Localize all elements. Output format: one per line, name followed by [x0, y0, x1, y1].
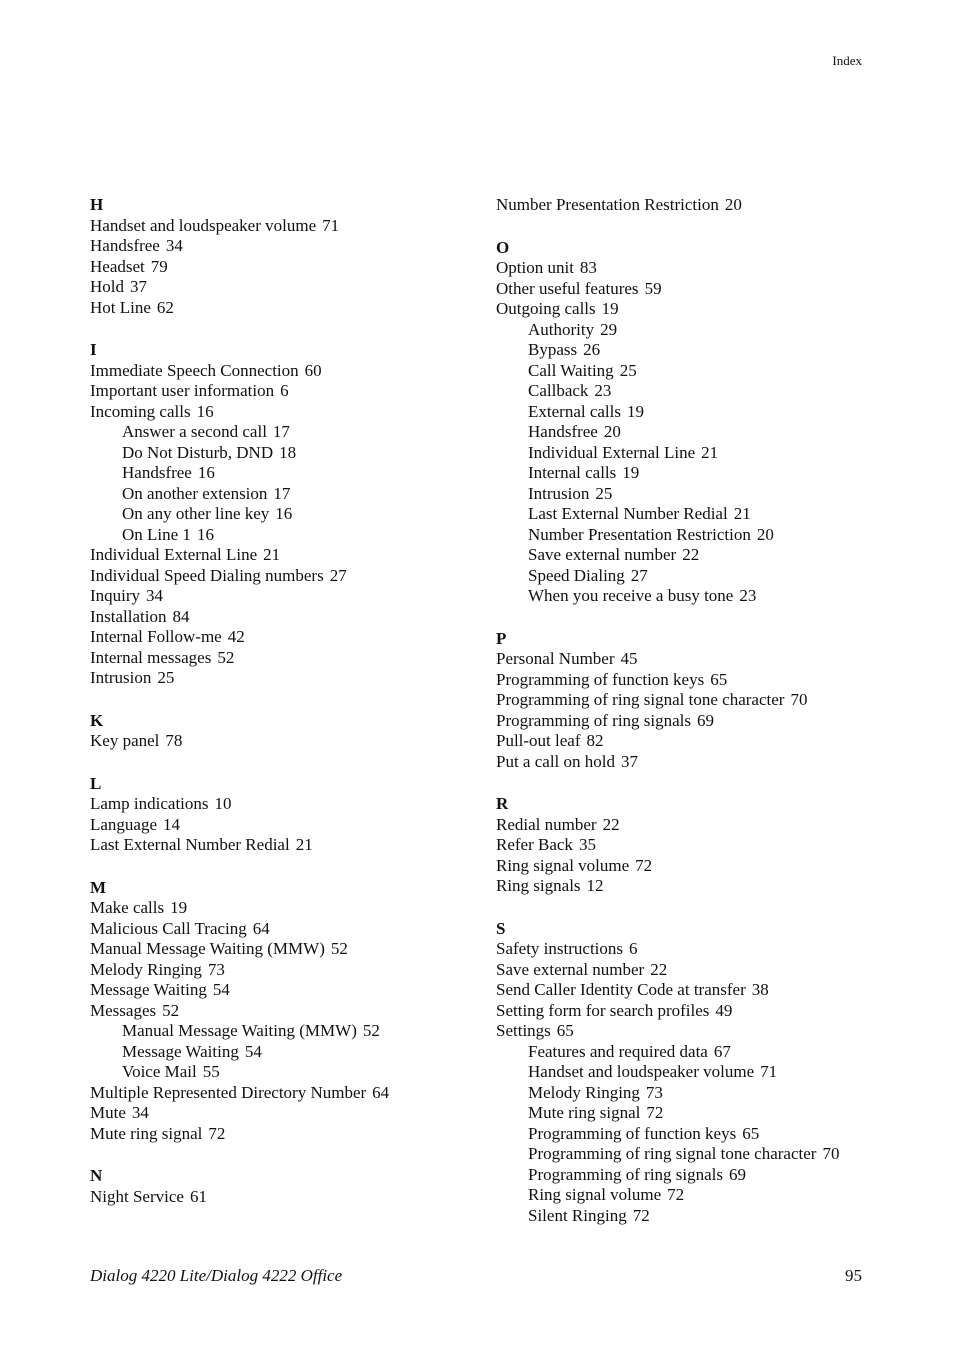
entry-text: Other useful features — [496, 278, 639, 298]
section-letter: P — [496, 628, 507, 648]
entry-page-number: 22 — [682, 545, 700, 564]
entry-text: Handsfree — [528, 422, 598, 441]
index-entry — [90, 898, 470, 919]
index-subentry — [496, 443, 916, 464]
entry-text: Setting form for search profiles — [496, 1000, 710, 1020]
index-entry — [90, 835, 470, 856]
entry-page-number: 71 — [322, 215, 340, 235]
section-letter: K — [90, 710, 104, 730]
section-letter: I — [90, 340, 97, 359]
index-section — [90, 195, 470, 318]
entry-text: Features and required data — [528, 1041, 708, 1061]
entry-page-number: 17 — [273, 483, 291, 503]
entry-text: Handsfree — [90, 236, 160, 255]
index-subentry — [496, 504, 916, 525]
index-entry — [496, 279, 916, 300]
entry-text: Last External Number Redial — [528, 504, 728, 523]
entry-text: Multiple Represented Directory Number — [90, 1082, 367, 1102]
entry-text: Inquiry — [90, 586, 141, 605]
entry-text: On Line 1 — [122, 524, 191, 544]
index-entry — [90, 648, 470, 669]
section-letter: O — [496, 237, 510, 257]
entry-page-number: 37 — [130, 277, 147, 296]
entry-page-number: 69 — [729, 1164, 747, 1184]
index-entry — [496, 939, 916, 960]
entry-page-number: 78 — [165, 731, 183, 750]
entry-text: Programming of function keys — [496, 669, 705, 689]
index-section — [496, 919, 916, 1227]
entry-text: Speed Dialing — [528, 565, 625, 585]
entry-page-number: 18 — [279, 442, 297, 462]
entry-page-number: 72 — [635, 855, 653, 875]
section-letter: R — [496, 794, 509, 813]
entry-text: Manual Message Waiting (MMW) — [122, 1021, 357, 1040]
entry-page-number: 64 — [252, 918, 270, 938]
entry-text: Mute ring signal — [90, 1123, 203, 1143]
entry-page-number: 65 — [556, 1021, 574, 1040]
entry-page-number: 37 — [620, 751, 638, 771]
index-entry — [496, 960, 916, 981]
entry-page-number: 52 — [362, 1021, 380, 1040]
entry-text: Send Caller Identity Code at transfer — [496, 980, 746, 999]
index-subentry — [90, 504, 470, 525]
index-entry — [90, 277, 470, 298]
index-entry — [90, 216, 470, 237]
entry-page-number: 72 — [646, 1103, 664, 1122]
entry-text: Refer Back — [496, 835, 573, 854]
index-entry — [496, 258, 916, 279]
index-entry — [496, 670, 916, 691]
entry-text: Melody Ringing — [528, 1082, 640, 1102]
entry-text: Personal Number — [496, 649, 615, 668]
index-subentry — [496, 1083, 916, 1104]
entry-text: Intrusion — [90, 668, 152, 687]
index-entry — [496, 195, 916, 216]
index-section — [90, 774, 470, 856]
entry-text: Individual Speed Dialing numbers — [90, 565, 324, 585]
entry-page-number: 16 — [197, 463, 215, 482]
index-section — [90, 711, 470, 752]
index-subentry — [90, 1042, 470, 1063]
entry-page-number: 71 — [760, 1062, 778, 1081]
entry-text: Individual External Line — [90, 545, 258, 564]
entry-page-number: 73 — [207, 959, 225, 979]
index-entry — [90, 607, 470, 628]
entry-text: Intrusion — [528, 483, 590, 503]
entry-text: Handsfree — [122, 463, 192, 482]
index-entry — [90, 1124, 470, 1145]
entry-page-number: 67 — [713, 1041, 731, 1061]
index-entry — [90, 731, 470, 752]
entry-text: Bypass — [528, 340, 578, 359]
entry-page-number: 59 — [644, 278, 662, 298]
entry-page-number: 27 — [329, 565, 347, 585]
index-subentry — [496, 525, 916, 546]
entry-text: Key panel — [90, 731, 160, 750]
index-subentry — [496, 422, 916, 443]
entry-text: Outgoing calls — [496, 299, 596, 318]
entry-page-number: 42 — [227, 627, 245, 646]
index-entry — [90, 566, 470, 587]
entry-page-number: 6 — [280, 381, 289, 400]
index-section — [496, 629, 916, 773]
section-letter: N — [90, 1166, 103, 1185]
index-subentry — [496, 402, 916, 423]
entry-text: Last External Number Redial — [90, 835, 290, 854]
entry-text: Redial number — [496, 814, 597, 834]
entry-text: Option unit — [496, 258, 574, 277]
index-subentry — [496, 361, 916, 382]
entry-page-number: 84 — [172, 606, 190, 626]
entry-page-number: 19 — [627, 401, 644, 421]
entry-page-number: 82 — [586, 731, 604, 750]
entry-text: Incoming calls — [90, 401, 191, 421]
index-subentry — [496, 1124, 916, 1145]
index-entry — [90, 298, 470, 319]
entry-page-number: 19 — [170, 898, 188, 917]
index-entry — [90, 794, 470, 815]
entry-text: Important user information — [90, 381, 275, 400]
index-entry — [496, 815, 916, 836]
entry-page-number: 49 — [715, 1000, 733, 1020]
index-entry — [90, 1103, 470, 1124]
index-column-left — [90, 195, 470, 1229]
entry-text: Headset — [90, 256, 145, 276]
section-letter: M — [90, 877, 107, 897]
entry-text: Number Presentation Restriction — [496, 195, 719, 214]
index-entry — [90, 257, 470, 278]
entry-page-number: 27 — [630, 565, 648, 585]
entry-text: Programming of ring signals — [528, 1164, 724, 1184]
entry-text: When you receive a busy tone — [528, 586, 734, 605]
index-subentry — [90, 463, 470, 484]
entry-text: Hot Line — [90, 297, 151, 317]
index-subentry — [496, 340, 916, 361]
index-entry — [90, 668, 470, 689]
section-letter: S — [496, 918, 506, 938]
index-subentry — [90, 1021, 470, 1042]
entry-page-number: 21 — [263, 545, 281, 564]
section-letter: L — [90, 773, 102, 793]
index-entry — [496, 752, 916, 773]
entry-page-number: 61 — [189, 1186, 207, 1206]
index-section — [496, 794, 916, 897]
index-entry — [496, 876, 916, 897]
index-subentry — [496, 1206, 916, 1227]
entry-text: Installation — [90, 606, 167, 626]
index-entry — [90, 980, 470, 1001]
entry-page-number: 22 — [650, 959, 668, 979]
entry-text: Safety instructions — [496, 939, 624, 958]
index-subentry — [496, 1103, 916, 1124]
entry-text: Number Presentation Restriction — [528, 524, 751, 544]
entry-page-number: 16 — [196, 401, 214, 421]
entry-text: Voice Mail — [122, 1062, 197, 1081]
entry-text: Internal calls — [528, 463, 617, 482]
entry-page-number: 25 — [619, 360, 637, 380]
entry-text: On any other line key — [122, 504, 270, 523]
entry-page-number: 21 — [701, 442, 719, 462]
index-section — [90, 878, 470, 1145]
entry-text: Message Waiting — [122, 1041, 239, 1061]
entry-page-number: 64 — [372, 1082, 390, 1102]
entry-page-number: 55 — [202, 1062, 220, 1081]
index-subentry — [496, 1165, 916, 1186]
index-column-right — [496, 195, 916, 1248]
entry-page-number: 25 — [595, 483, 613, 503]
entry-text: Ring signals — [496, 876, 581, 895]
index-entry — [90, 545, 470, 566]
index-entry — [496, 690, 916, 711]
running-header: Index — [832, 53, 862, 68]
entry-text: Callback — [528, 381, 589, 400]
footer-page-number: 95 — [845, 1266, 862, 1285]
entry-page-number: 72 — [632, 1205, 650, 1225]
entry-text: Settings — [496, 1021, 551, 1040]
index-section — [90, 340, 470, 689]
index-entry — [90, 1001, 470, 1022]
index-entry — [90, 236, 470, 257]
index-entry — [496, 1001, 916, 1022]
index-entry — [90, 627, 470, 648]
entry-text: External calls — [528, 401, 621, 421]
entry-page-number: 54 — [212, 980, 230, 999]
index-subentry — [496, 484, 916, 505]
entry-page-number: 52 — [217, 647, 235, 667]
entry-page-number: 79 — [150, 256, 168, 276]
entry-page-number: 54 — [244, 1041, 262, 1061]
entry-text: Individual External Line — [528, 442, 696, 462]
entry-text: Handset and loudspeaker volume — [90, 215, 317, 235]
entry-page-number: 23 — [739, 586, 757, 605]
entry-page-number: 16 — [196, 524, 214, 544]
entry-text: Language — [90, 814, 158, 834]
entry-page-number: 17 — [272, 422, 290, 441]
entry-page-number: 34 — [165, 236, 183, 255]
index-entry — [496, 1021, 916, 1042]
entry-text: Message Waiting — [90, 980, 207, 999]
entry-text: Mute — [90, 1103, 126, 1122]
index-entry — [90, 1187, 470, 1208]
entry-page-number: 35 — [578, 835, 596, 854]
index-entry — [90, 1083, 470, 1104]
index-entry — [496, 980, 916, 1001]
entry-page-number: 14 — [163, 814, 181, 834]
entry-text: Ring signal volume — [528, 1185, 662, 1204]
entry-page-number: 62 — [156, 297, 174, 317]
entry-text: Call Waiting — [528, 360, 614, 380]
index-subentry — [90, 525, 470, 546]
entry-page-number: 19 — [622, 463, 640, 482]
entry-page-number: 23 — [594, 381, 612, 400]
entry-page-number: 65 — [710, 669, 728, 689]
index-subentry — [90, 443, 470, 464]
index-section — [496, 195, 916, 216]
entry-page-number: 25 — [157, 668, 175, 687]
entry-text: Programming of ring signal tone character — [496, 690, 785, 709]
entry-page-number: 6 — [629, 939, 638, 958]
index-entry — [90, 381, 470, 402]
entry-text: Authority — [528, 319, 595, 339]
entry-page-number: 70 — [790, 690, 808, 709]
index-entry — [90, 960, 470, 981]
index-section — [90, 1166, 470, 1207]
entry-page-number: 34 — [146, 586, 164, 605]
entry-page-number: 38 — [751, 980, 769, 999]
entry-text: Silent Ringing — [528, 1205, 627, 1225]
index-entry — [90, 919, 470, 940]
index-entry — [496, 299, 916, 320]
entry-text: Malicious Call Tracing — [90, 918, 247, 938]
index-entry — [496, 711, 916, 732]
index-entry — [90, 815, 470, 836]
entry-text: Save external number — [496, 959, 645, 979]
index-subentry — [496, 566, 916, 587]
entry-text: Put a call on hold — [496, 751, 615, 771]
entry-text: Handset and loudspeaker volume — [528, 1062, 755, 1081]
footer-document-title: Dialog 4220 Lite/Dialog 4222 Office — [90, 1266, 343, 1285]
entry-text: Pull-out leaf — [496, 731, 581, 750]
index-entry — [496, 835, 916, 856]
entry-text: Internal Follow-me — [90, 627, 222, 646]
index-subentry — [496, 1042, 916, 1063]
entry-text: Internal messages — [90, 647, 212, 667]
entry-page-number: 72 — [208, 1123, 226, 1143]
entry-page-number: 26 — [583, 340, 601, 359]
entry-page-number: 16 — [275, 504, 293, 523]
index-subentry — [496, 381, 916, 402]
entry-text: Mute ring signal — [528, 1103, 641, 1122]
entry-page-number: 52 — [162, 1000, 180, 1020]
index-subentry — [90, 1062, 470, 1083]
entry-page-number: 52 — [330, 939, 348, 958]
entry-page-number: 73 — [645, 1082, 663, 1102]
entry-text: Immediate Speech Connection — [90, 360, 299, 380]
entry-text: Messages — [90, 1000, 157, 1020]
index-entry — [496, 649, 916, 670]
index-section — [496, 238, 916, 607]
index-entry — [496, 731, 916, 752]
entry-page-number: 21 — [295, 835, 313, 854]
entry-text: Manual Message Waiting (MMW) — [90, 939, 325, 958]
index-entry — [90, 361, 470, 382]
entry-text: Make calls — [90, 898, 165, 917]
index-subentry — [90, 422, 470, 443]
entry-text: Programming of ring signals — [496, 710, 692, 730]
entry-page-number: 10 — [214, 794, 232, 813]
entry-page-number: 60 — [304, 360, 322, 380]
entry-text: On another extension — [122, 483, 268, 503]
entry-text: Hold — [90, 277, 124, 296]
entry-text: Programming of ring signal tone character — [528, 1144, 817, 1163]
entry-page-number: 69 — [697, 710, 715, 730]
entry-page-number: 45 — [620, 649, 638, 668]
index-entry — [90, 586, 470, 607]
entry-page-number: 83 — [579, 258, 597, 277]
entry-page-number: 72 — [667, 1185, 685, 1204]
entry-text: Lamp indications — [90, 794, 209, 813]
index-subentry — [496, 1062, 916, 1083]
entry-page-number: 20 — [724, 195, 742, 214]
entry-text: Programming of function keys — [528, 1123, 737, 1143]
index-subentry — [496, 586, 916, 607]
index-subentry — [496, 1144, 916, 1165]
index-entry — [90, 939, 470, 960]
entry-text: Do Not Disturb, DND — [122, 442, 274, 462]
entry-text: Answer a second call — [122, 422, 267, 441]
entry-page-number: 65 — [742, 1123, 760, 1143]
entry-page-number: 20 — [603, 422, 621, 441]
entry-text: Night Service — [90, 1186, 184, 1206]
index-subentry — [496, 463, 916, 484]
entry-page-number: 70 — [822, 1144, 840, 1163]
entry-text: Save external number — [528, 545, 677, 564]
index-subentry — [496, 1185, 916, 1206]
entry-page-number: 29 — [600, 319, 618, 339]
entry-text: Melody Ringing — [90, 959, 202, 979]
entry-page-number: 21 — [733, 504, 751, 523]
entry-text: Ring signal volume — [496, 855, 630, 875]
entry-page-number: 19 — [601, 299, 619, 318]
index-subentry — [90, 484, 470, 505]
entry-page-number: 34 — [131, 1103, 149, 1122]
entry-page-number: 12 — [586, 876, 604, 895]
entry-page-number: 22 — [602, 814, 620, 834]
index-entry — [90, 402, 470, 423]
index-subentry — [496, 545, 916, 566]
index-entry — [496, 856, 916, 877]
entry-page-number: 20 — [756, 524, 774, 544]
section-letter: H — [90, 195, 104, 214]
index-subentry — [496, 320, 916, 341]
